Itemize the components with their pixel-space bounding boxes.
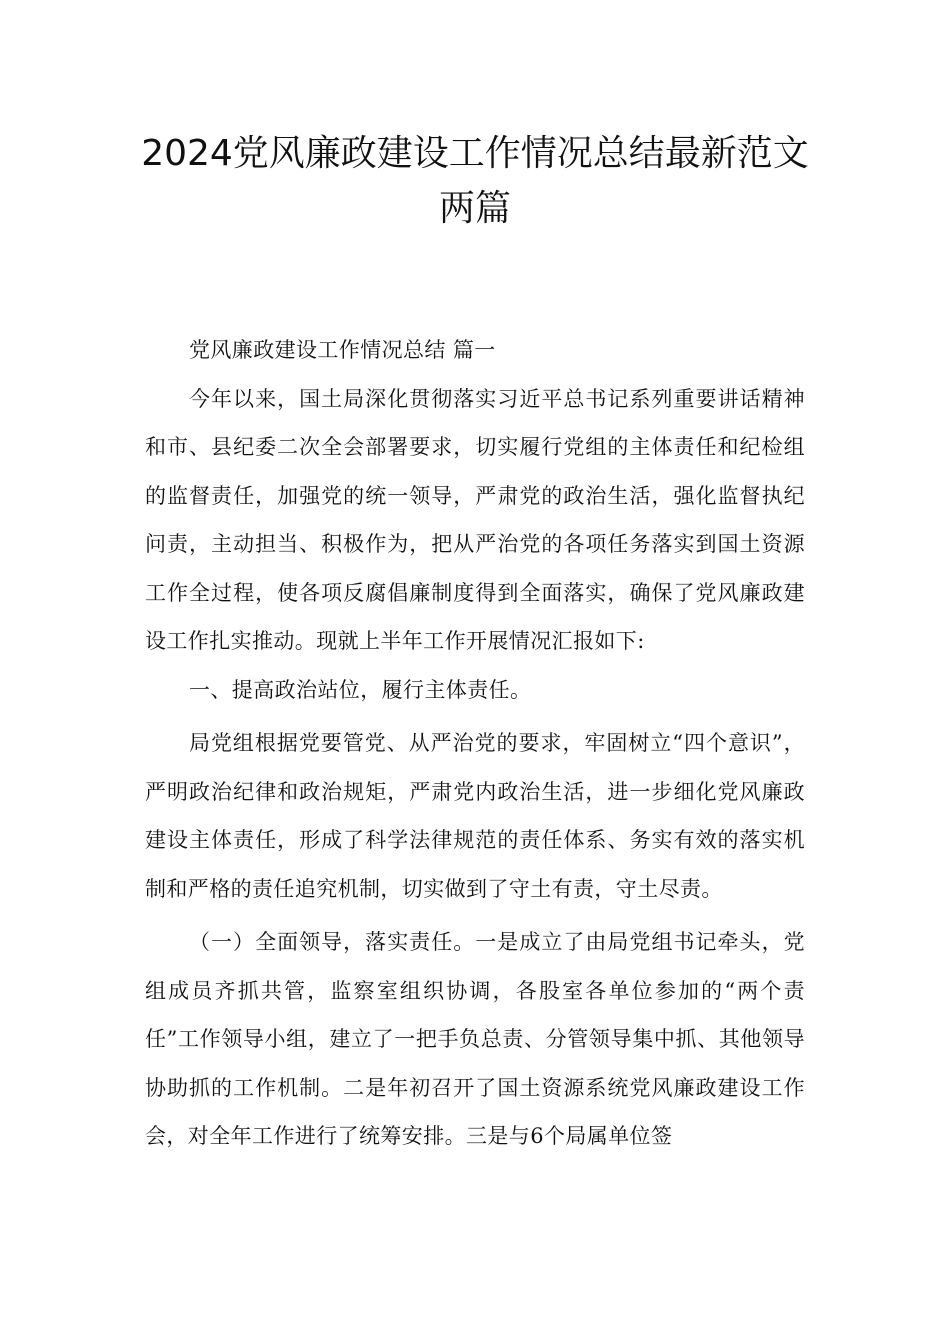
subsection-heading: 一、提高政治站位，履行主体责任。 — [189, 677, 532, 702]
section-heading: 党风廉政建设工作情况总结 篇一 — [189, 338, 496, 362]
body-paragraph: 局党组根据党要管党、从严治党的要求，牢固树立“四个意识”，严明政治纪律和政治规矩，严肃党内政治生活，进一步细化党风廉政建设主体责任，形成了科学法律规范的责任体系、务实有效的落实机制和严格的责任追究机制，切实做到了守土有责，守土尽责。 — [145, 731, 805, 901]
document-title: 2024党风廉政建设工作情况总结最新范文两篇 — [141, 133, 809, 229]
body-paragraph: （一）全面领导，落实责任。一是成立了由局党组书记牵头，党组成员齐抓共管，监察室组织协调，各股室各单位参加的“两个责任”工作领导小组，建立了一把手负总责、分管领导集中抓、其他领导协助抓的工作机制。二是年初召开了国土资源系统党风廉政建设工作会，对全年工作进行了统筹安排。三是与6个局属单位签 — [145, 930, 805, 1148]
body-paragraph: 今年以来，国土局深化贯彻落实习近平总书记系列重要讲话精神和市、县纪委二次全会部署要求，切实履行党组的主体责任和纪检组的监督责任，加强党的统一领导，严肃党的政治生活，强化监督执纪问责，主动担当、积极作为，把从严治党的各项任务落实到国土资源工作全过程，使各项反腐倡廉制度得到全面落实，确保了党风廉政建设工作扎实推动。现就上半年工作开展情况汇报如下: — [145, 386, 805, 653]
document-body — [145, 326, 805, 1161]
